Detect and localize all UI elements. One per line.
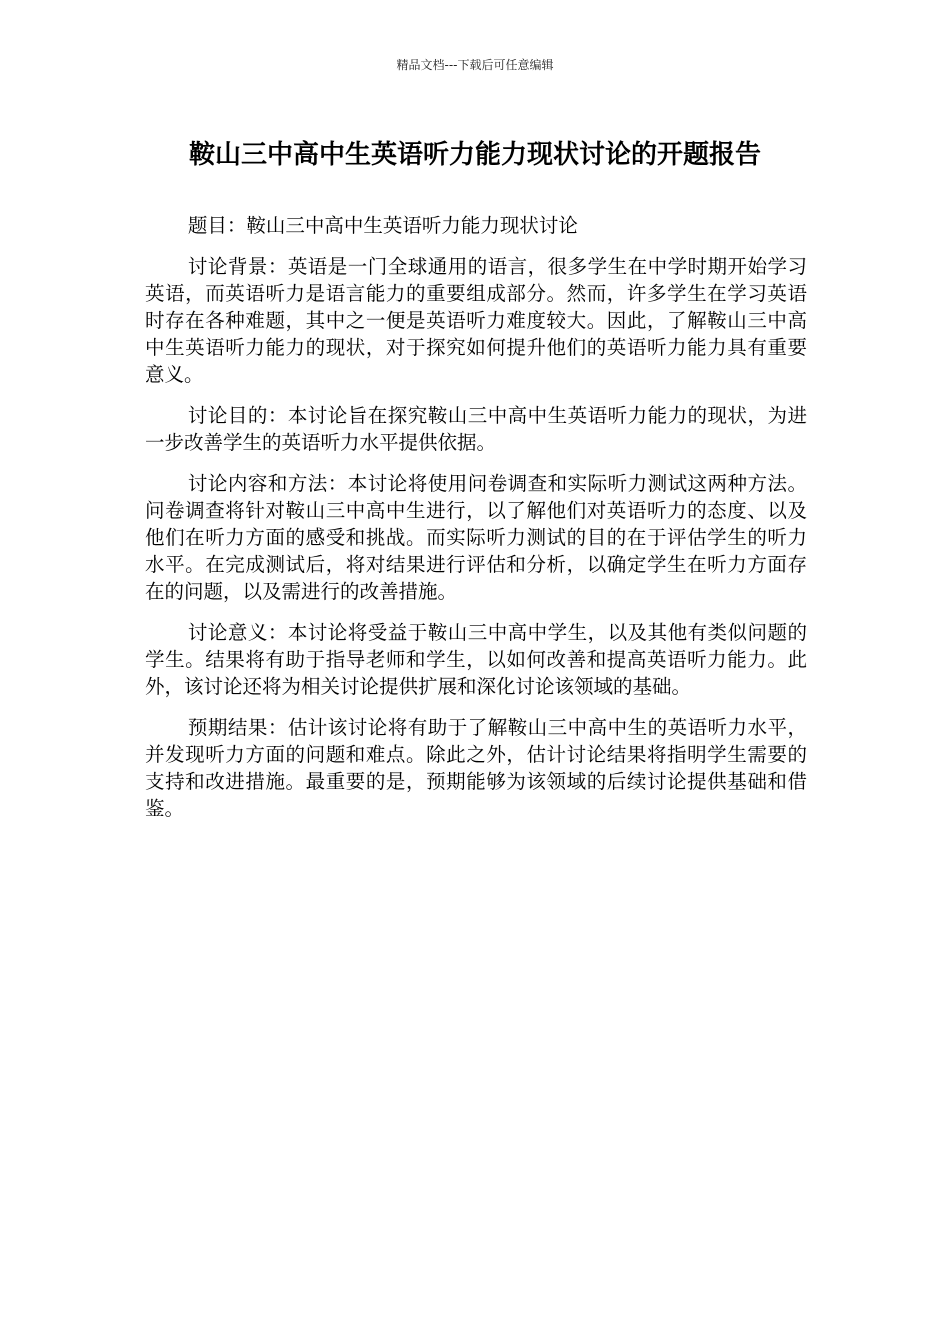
paragraph-topic: 题目：鞍山三中高中生英语听力能力现状讨论 [187,214,578,237]
paragraph-purpose: 讨论目的：本讨论旨在探究鞍山三中高中生英语听力能力的现状，为进一步改善学生的英语听力水平提供依据。 [145,404,807,454]
document-body [145,212,807,836]
paragraph-content-method: 讨论内容和方法：本讨论将使用问卷调查和实际听力测试这两种方法。问卷调查将针对鞍山三中高中生进行，以了解他们对英语听力的态度、以及他们在听力方面的感受和挑战。而实际听力测试的目的在于评估学生的听力水平。在完成测试后，将对结果进行评估和分析，以确定学生在听力方面存在的问题，以及需进行的改善措施。 [145,472,807,603]
document-title: 鞍山三中高中生英语听力能力现状讨论的开题报告 [188,140,761,170]
paragraph-significance: 讨论意义：本讨论将受益于鞍山三中高中学生，以及其他有类似问题的学生。结果将有助于指导老师和学生，以如何改善和提高英语听力能力。此外，该讨论还将为相关讨论提供扩展和深化讨论该领域的基础。 [145,621,807,698]
paragraph-background: 讨论背景：英语是一门全球通用的语言，很多学生在中学时期开始学习英语，而英语听力是语言能力的重要组成部分。然而，许多学生在学习英语时存在各种难题，其中之一便是英语听力难度较大。因此，了解鞍山三中高中生英语听力能力的现状，对于探究如何提升他们的英语听力能力具有重要意义。 [145,255,807,386]
header-note: 精品文档---下载后可任意编辑 [396,58,554,72]
paragraph-expected-results: 预期结果：估计该讨论将有助于了解鞍山三中高中生的英语听力水平，并发现听力方面的问题和难点。除此之外，估计讨论结果将指明学生需要的支持和改进措施。最重要的是，预期能够为该领域的后续讨论提供基础和借鉴。 [145,716,807,820]
